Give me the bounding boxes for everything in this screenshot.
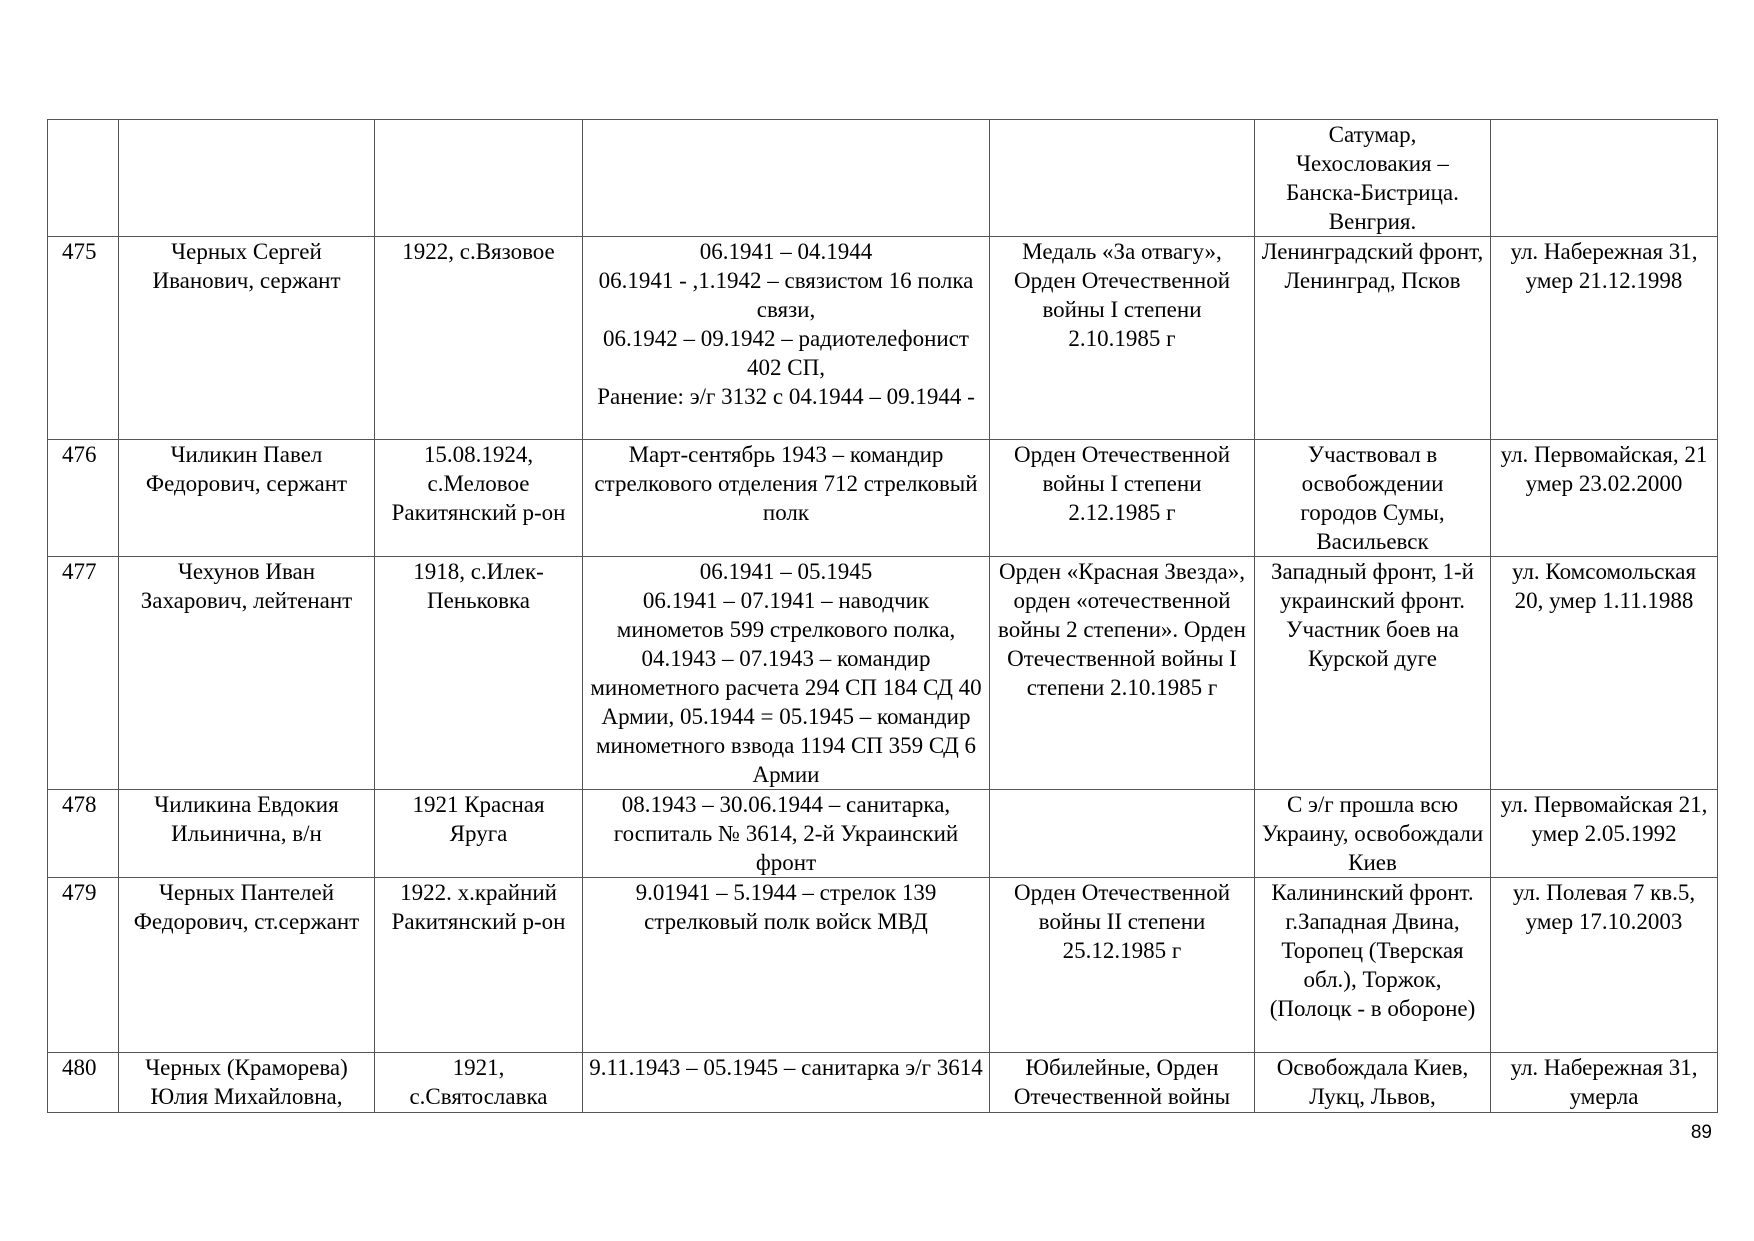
row-number-cell — [48, 120, 119, 237]
name-rank-cell: Чиликин Павел Федорович, сержант — [119, 440, 375, 557]
address-cell: ул. Набережная 31, умерла — [1491, 1053, 1718, 1113]
name-rank-cell: Чехунов Иван Захарович, лейтенант — [119, 557, 375, 790]
table-row — [48, 790, 1718, 878]
service-cell — [583, 878, 990, 1053]
birth-cell: 1918, с.Илек-Пеньковка — [375, 557, 583, 790]
service-cell-line: 9.01941 – 5.1944 – стрелок 139 стрелковый полк войск МВД — [635, 880, 937, 934]
veterans-table — [47, 119, 1718, 1113]
campaigns-cell — [1255, 1053, 1491, 1113]
table-row — [48, 440, 1718, 557]
service-cell-line: 06.1941 – 04.1944 — [699, 239, 873, 264]
campaigns-cell — [1255, 440, 1491, 557]
address-cell: ул. Полевая 7 кв.5, умер 17.10.2003 — [1491, 878, 1718, 1053]
name-rank-cell: Черных Сергей Иванович, сержант — [119, 237, 375, 440]
row-number-cell: 475 — [48, 237, 119, 440]
row-number-cell: 480 — [48, 1053, 119, 1113]
service-cell — [583, 440, 990, 557]
service-cell-line: 06.1941 – 05.1945 — [699, 559, 873, 584]
campaigns-cell — [1255, 878, 1491, 1053]
service-cell-line: 06.1942 – 09.1942 – радиотелефонист 402 СП, — [603, 326, 969, 380]
service-cell-line: 06.1941 – 07.1941 – наводчик минометов 599 стрелкового полка, 04.1943 – 07.1943 – командир минометного расчета 294 СП 184 СД 40 Армии, 05.1944 = 05.1945 – командир минометного взвода 1194 СП 359 СД 6 Армии — [590, 588, 982, 787]
campaigns-cell — [1255, 120, 1491, 237]
address-cell: ул. Набережная 31, умер 21.12.1998 — [1491, 237, 1718, 440]
awards-cell-line: Орден Отечественной войны I степени 2.12.1985 г — [1013, 442, 1231, 525]
name-rank-cell: Черных (Краморева) Юлия Михайловна, — [119, 1053, 375, 1113]
birth-cell — [375, 120, 583, 237]
page-number: 89 — [1690, 1122, 1712, 1143]
campaigns-cell-line: Участвовал в освобождении городов Сумы, Васильевск — [1300, 442, 1445, 554]
name-rank-cell: Чиликина Евдокия Ильинична, в/н — [119, 790, 375, 878]
campaigns-cell-line: С э/г прошла всю Украину, освобождали Киев — [1261, 792, 1484, 875]
awards-cell — [990, 237, 1255, 440]
row-number-cell: 479 — [48, 878, 119, 1053]
campaigns-cell — [1255, 557, 1491, 790]
birth-cell: 15.08.1924, с.Меловое Ракитянский р-он — [375, 440, 583, 557]
campaigns-cell-line: Чехословакия – — [1296, 151, 1449, 176]
service-cell-line: Март-сентябрь 1943 – командир стрелкового отделения 712 стрелковый полк — [594, 442, 978, 525]
awards-cell — [990, 1053, 1255, 1113]
campaigns-cell-line: Калининский фронт. г.Западная Двина, Торопец (Тверская обл.), Торжок, (Полоцк - в обороне) — [1269, 880, 1476, 1021]
campaigns-cell-line: Банска-Бистрица. — [1286, 180, 1459, 205]
table-row — [48, 878, 1718, 1053]
address-cell: ул. Первомайская, 21 умер 23.02.2000 — [1491, 440, 1718, 557]
address-cell — [1491, 120, 1718, 237]
birth-cell: 1921, с.Святославка — [375, 1053, 583, 1113]
address-cell: ул. Комсомольская 20, умер 1.11.1988 — [1491, 557, 1718, 790]
name-rank-cell: Черных Пантелей Федорович, ст.сержант — [119, 878, 375, 1053]
awards-cell — [990, 878, 1255, 1053]
table-row — [48, 237, 1718, 440]
service-cell — [583, 790, 990, 878]
awards-cell-line: Юбилейные, Орден Отечественной войны — [1013, 1055, 1231, 1109]
awards-cell — [990, 120, 1255, 237]
campaigns-cell — [1255, 790, 1491, 878]
awards-cell-line: Орден Отечественной войны II степени 25.12.1985 г — [1013, 880, 1231, 963]
service-cell — [583, 120, 990, 237]
service-cell-line: 08.1943 – 30.06.1944 – санитарка, госпиталь № 3614, 2-й Украинский фронт — [613, 792, 959, 875]
campaigns-cell — [1255, 237, 1491, 440]
campaigns-cell-line: Сатумар, — [1328, 122, 1417, 147]
row-number-cell: 478 — [48, 790, 119, 878]
awards-cell — [990, 557, 1255, 790]
birth-cell: 1921 Красная Яруга — [375, 790, 583, 878]
awards-cell — [990, 790, 1255, 878]
service-cell — [583, 1053, 990, 1113]
campaigns-cell-line: Ленинградский фронт, Ленинград, Псков — [1261, 239, 1484, 293]
table-row — [48, 1053, 1718, 1113]
awards-cell-line: Орден «Красная Звезда», орден «отечественной войны 2 степени». Орден Отечественной войны I степени 2.10.1985 г — [998, 559, 1246, 700]
table-body — [48, 120, 1718, 1113]
service-cell-line: 06.1941 - ,1.1942 – связистом 16 полка связи, — [598, 268, 974, 322]
address-cell: ул. Первомайская 21, умер 2.05.1992 — [1491, 790, 1718, 878]
campaigns-cell-line: Освобождала Киев, Лукц, Львов, — [1276, 1055, 1469, 1109]
service-cell — [583, 557, 990, 790]
table-row — [48, 557, 1718, 790]
row-number-cell: 477 — [48, 557, 119, 790]
birth-cell: 1922. х.крайний Ракитянский р-он — [375, 878, 583, 1053]
campaigns-cell-line: Венгрия. — [1328, 209, 1417, 234]
awards-cell — [990, 440, 1255, 557]
name-rank-cell — [119, 120, 375, 237]
campaigns-cell-line: Западный фронт, 1-й украинский фронт. Участник боев на Курской дуге — [1271, 559, 1474, 671]
birth-cell: 1922, с.Вязовое — [375, 237, 583, 440]
service-cell-line: 9.11.1943 – 05.1945 – санитарка э/г 3614 — [589, 1055, 983, 1080]
row-number-cell: 476 — [48, 440, 119, 557]
awards-cell-line: Медаль «За отвагу», Орден Отечественной войны I степени 2.10.1985 г — [1013, 239, 1231, 351]
service-cell — [583, 237, 990, 440]
service-cell-line: Ранение: э/г 3132 с 04.1944 – 09.1944 - — [597, 384, 975, 409]
table-row — [48, 120, 1718, 237]
